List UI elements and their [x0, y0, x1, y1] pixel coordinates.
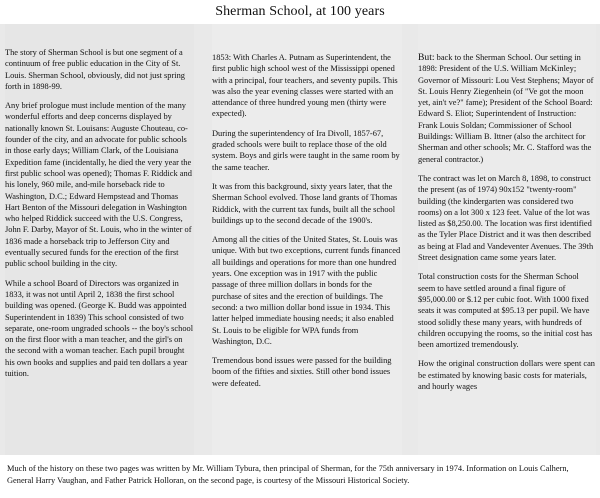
article-column-1	[5, 24, 194, 455]
paragraph: The contract was let on March 8, 1898, to construct the present (as of 1974) 90x152 "twenty-room" building (the kindergarten was considered two rooms) on a lot 300 x 123 feet. Value of the lot was listed as $8,250.00. The location was first identified as the Tyler Place District and it was then described as being at Flad and Vandeventer Avenues. The 39th Street designation came some years later.	[418, 173, 594, 263]
paragraph: Tremendous bond issues were passed for the building boom of the fifties and sixties. Still other bond issues were defeated.	[212, 356, 392, 388]
paragraph-lead	[418, 52, 596, 165]
paragraph: During the superintendency of Ira Divoll, 1857-67, graded schools were built to replace those of the old system. Boys and girls were taught in the same room by the same teacher.	[212, 128, 400, 172]
paragraph: How the original construction dollars were spent can be estimated by knowing basic costs for materials, and hourly wages	[418, 359, 595, 392]
paragraph: It was from this background, sixty years later, that the Sherman School evolved. Those land grants of Thomas Riddick, with the current tax funds, built all the school buildings up to the second decade of the 1900's.	[212, 181, 398, 225]
article-column-3	[418, 24, 596, 455]
paragraph: Total construction costs for the Sherman School seem to have settled around a final figure of $95,000.00 or $.12 per cubic foot. With 1000 fixed seats it was computed at $95.13 per pupil. We have stood solidly these many years, with hundreds of children occupying the rooms, so the initial cost has been amortized tremendously.	[418, 272, 593, 350]
article-column-2	[212, 24, 402, 455]
page-title: Sherman School, at 100 years	[215, 4, 385, 19]
lead-text: back to the Sherman School. Our setting in 1898: President of the U.S. William McKinley; Governor of Missouri: Lou Vest Stephens; Mayor of St. Louis Henry Ziegenhein (of "Ve got the moon yet, ain't ve?" fame); President of the School Board: Edward S. Eliot; Superintendent of Instruction: Frank Louis Soldan; Commissioner of School Buildings: William B. Ittner (also the architect for Sherman and other schools; Mr. C. Stafford was the general contractor.)	[418, 53, 594, 164]
paragraph: The story of Sherman School is but one segment of a continuum of free public education in the City of St. Louis. Sherman School, obviously, did not just spring forth in 1898-99.	[5, 48, 185, 91]
paragraph: 1853: With Charles A. Putnam as Superintendent, the first public high school west of the Mississippi opened with a principal, four teachers, and seventy pupils. This was also the year evening classes were started with an attendance of three hundred young men (thirty were expected).	[212, 53, 398, 119]
paragraph: Any brief prologue must include mention of the many wonderful efforts and deep concerns displayed by nationally known St. Louisans: Auguste Chouteau, co-founder of the city, and an advocate for public schools in those early days; William Clark, of the Louisiana Expedition fame (incidentally, he died the very year the first public school was opened); Thomas F. Riddick and his lonely, 960 mile, and-mile horseback ride to Washington, D.C.; Edward Hempstead and Thomas Hart Benton of the Missouri delegation in Washington who helped Riddick succeed with the U.S. Congress, John F. Darby, Mayor of St. Louis, who in the winter of 1836 made a horseback trip to Jefferson City and eventually secured funds for the erection of the first public school building in the city.	[5, 101, 192, 269]
paragraph: Among all the cities of the United States, St. Louis was unique. With but two exceptions, current funds financed all buildings and operations for more than one hundred years. One exception was in 1917 with the public passage of three million dollars in bonds for the purchase of sites and the erection of buildings. The second: a two million dollar bond issue in 1934. This latter helped immediate housing needs; it also enabled St. Louis to be eligible for WPA funds from Washington, D.C.	[212, 235, 401, 346]
lead-word: But:	[418, 52, 435, 63]
article-body	[0, 24, 600, 455]
paragraph: While a school Board of Directors was organized in 1833, it was not until April 2, 1838 the first school building was opened. (George K. Budd was appointed Superintendent in 1839) This school consisted of two separate, one-room ungraded schools -- the boy's school on the first floor with a man teacher, and the girl's on the second with a woman teacher. Each pupil brought his own books and supplies and paid ten dollars a year tuition.	[5, 278, 194, 379]
footnote: Much of the history on these two pages was written by Mr. William Tybura, then principal of Sherman, for the 75th anniversary in 1974. Information on Louis Calhern, General Harry Vaughan, and Father Patrick Holloran, on the second page, is courtesy of the Missouri Historical Society.	[7, 464, 569, 485]
